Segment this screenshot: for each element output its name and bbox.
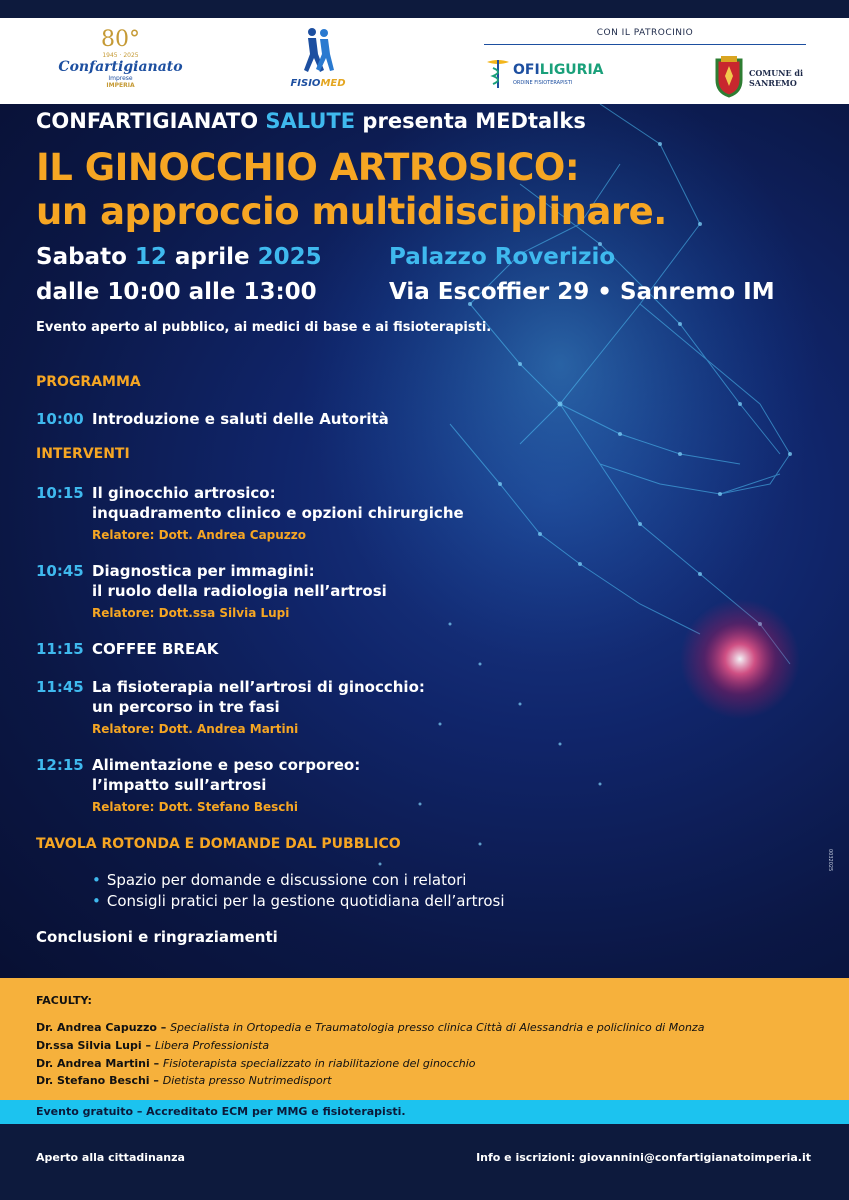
talk-1-time: 10:15 [36, 484, 84, 502]
faculty-member: Dr. Andrea Capuzzo – Specialista in Ortopedia e Traumatologia presso clinica Città di Alessandria e policlinico di Monza [36, 1021, 705, 1034]
fisiomed-logo [287, 26, 349, 98]
ofiliguria-logo [485, 56, 605, 96]
confartigianato-sub: Imprese [108, 75, 133, 82]
event-title-line1: IL GINOCCHIO ARTROSICO: [36, 146, 580, 189]
faculty-heading: FACULTY: [36, 994, 92, 1007]
event-time: dalle 10:00 alle 13:00 [36, 279, 317, 305]
top-strip [0, 0, 849, 18]
coat-of-arms-icon [711, 56, 747, 98]
ofiliguria-sub: ORDINE FISIOTERAPISTI [513, 80, 573, 86]
talk-2-title-line2: il ruolo della radiologia nell’artrosi [92, 582, 387, 600]
programma-heading: PROGRAMMA [36, 374, 141, 390]
talk-3-time: 11:45 [36, 678, 84, 696]
talk-1-title-line2: inquadramento clinico e opzioni chirurgiche [92, 504, 464, 522]
conclusion-line: Conclusioni e ringraziamenti [36, 928, 278, 946]
sanremo-wordmark: COMUNE di SANREMO [749, 68, 803, 88]
event-address: Via Escoffier 29 • Sanremo IM [389, 279, 775, 305]
faculty-member: Dr.ssa Silvia Lupi – Libera Professionista [36, 1039, 270, 1052]
runners-icon [298, 26, 338, 78]
roundtable-bullet-1: • Spazio per domande e discussione con i relatori [92, 871, 466, 889]
sanremo-logo [711, 56, 811, 100]
anniversary-years: 1945 · 2025 [102, 52, 139, 59]
logo-band [0, 18, 849, 104]
talk-4-title-line1: Alimentazione e peso corporeo: [92, 756, 361, 774]
talk-4-time: 12:15 [36, 756, 84, 774]
talk-1-title-line1: Il ginocchio artrosico: [92, 484, 276, 502]
talk-1-speaker: Relatore: Dott. Andrea Capuzzo [92, 528, 307, 542]
talk-3-title-line2: un percorso in tre fasi [92, 698, 280, 716]
faculty-member: Dr. Stefano Beschi – Dietista presso Nutrimedisport [36, 1074, 332, 1087]
event-date: Sabato 12 aprile 2025 [36, 244, 322, 270]
talk-2-title-line1: Diagnostica per immagini: [92, 562, 315, 580]
talk-4-title-line2: l’impatto sull’artrosi [92, 776, 267, 794]
intro-title: Introduzione e saluti delle Autorità [92, 410, 389, 428]
caduceus-icon [485, 56, 511, 90]
talk-4-speaker: Relatore: Dott. Stefano Beschi [92, 800, 299, 814]
roundtable-bullet-2: • Consigli pratici per la gestione quotidiana dell’artrosi [92, 892, 505, 910]
footer [0, 1124, 849, 1200]
faculty-section [0, 978, 849, 1100]
fisiomed-wordmark: FISIOMED [290, 78, 346, 89]
talk-3-title-line1: La fisioterapia nell’artrosi di ginocchio: [92, 678, 425, 696]
footer-contact[interactable]: Info e iscrizioni: giovannini@confartigianatoimperia.it [476, 1151, 811, 1164]
coffee-title: COFFEE BREAK [92, 640, 219, 658]
event-audience: Evento aperto al pubblico, ai medici di base e ai fisioterapisti. [36, 320, 492, 335]
intro-time: 10:00 [36, 410, 84, 428]
patrocinio-divider [484, 44, 806, 45]
anniversary-mark: 80° [101, 27, 140, 52]
talk-2-speaker: Relatore: Dott.ssa Silvia Lupi [92, 606, 290, 620]
roundtable-heading: TAVOLA ROTONDA E DOMANDE DAL PUBBLICO [36, 836, 401, 852]
ecm-banner [0, 1100, 849, 1124]
print-code: 0032025 [827, 849, 833, 872]
confartigianato-city: IMPERIA [106, 82, 135, 89]
confartigianato-logo [58, 28, 183, 98]
footer-left: Aperto alla cittadinanza [36, 1151, 185, 1164]
event-venue: Palazzo Roverizio [389, 244, 616, 270]
presenta-line: CONFARTIGIANATO SALUTE presenta MEDtalks [36, 109, 586, 133]
talk-2-time: 10:45 [36, 562, 84, 580]
ofiliguria-wordmark: OFILIGURIA [513, 62, 604, 78]
event-title-line2: un approccio multidisciplinare. [36, 190, 667, 233]
coffee-time: 11:15 [36, 640, 84, 658]
ecm-text: Evento gratuito – Accreditato ECM per MMG e fisioterapisti. [36, 1105, 406, 1118]
patrocinio-label: CON IL PATROCINIO [596, 28, 694, 38]
faculty-member: Dr. Andrea Martini – Fisioterapista specializzato in riabilitazione del ginocchio [36, 1057, 476, 1070]
talk-3-speaker: Relatore: Dott. Andrea Martini [92, 722, 299, 736]
confartigianato-wordmark: Confartigianato [58, 59, 183, 75]
interventi-heading: INTERVENTI [36, 446, 130, 462]
hero-section [0, 104, 849, 978]
